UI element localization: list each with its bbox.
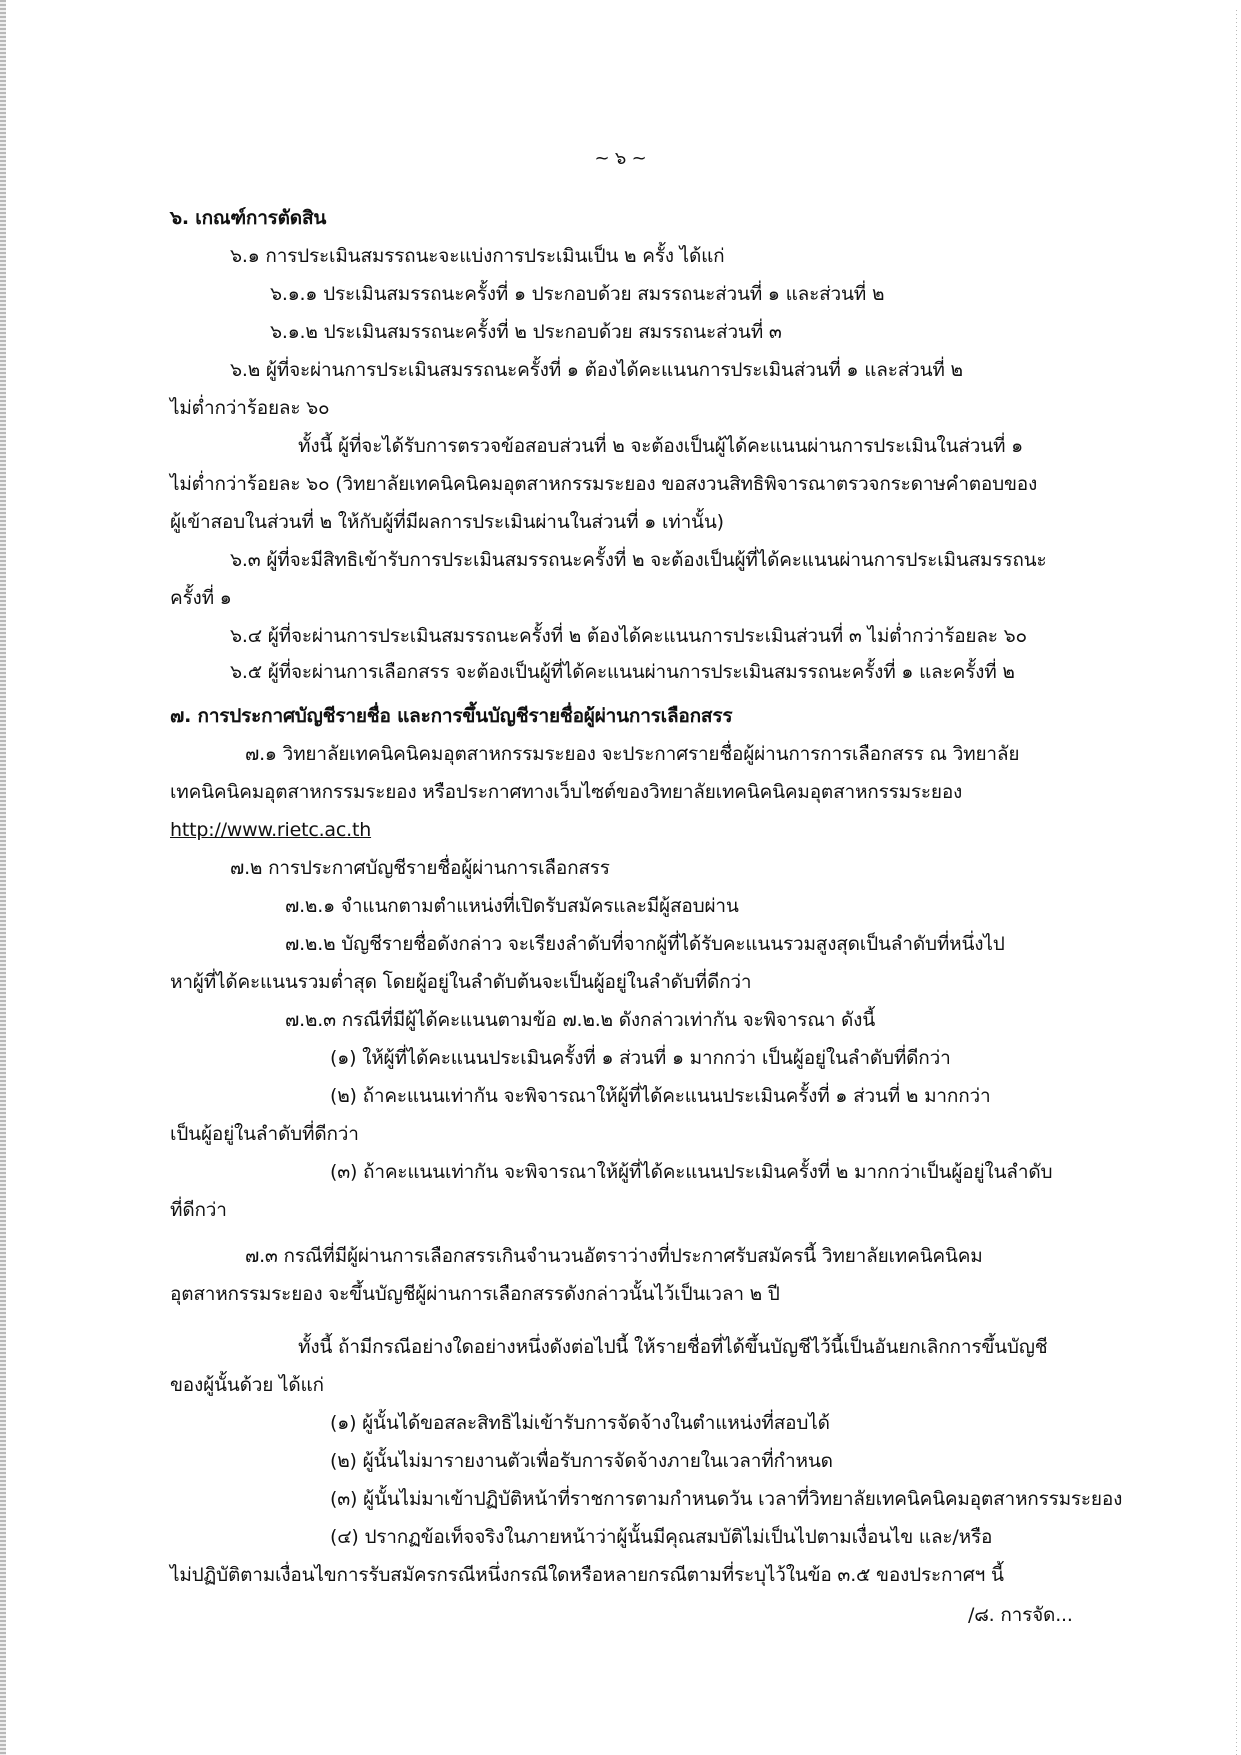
section-7-1-cont: เทคนิคนิคมอุตสาหกรรมระยอง หรือประกาศทางเว็บไซต์ของวิทยาลัยเทคนิคนิคมอุตสาหกรรมระยอง: [170, 781, 963, 803]
section-6-2: ๖.๒ ผู้ที่จะผ่านการประเมินสมรรถนะครั้งที่ ๑ ต้องได้คะแนนการประเมินส่วนที่ ๑ และส่วนที่ ๒: [230, 359, 963, 381]
section-7-1: ๗.๑ วิทยาลัยเทคนิคนิคมอุตสาหกรรมระยอง จะประกาศรายชื่อผู้ผ่านการการเลือกสรร ณ วิทยาลัย: [245, 743, 1020, 765]
section-7-3-note: ทั้งนี้ ถ้ามีกรณีอย่างใดอย่างหนึ่งดังต่อไปนี้ ให้รายชื่อที่ได้ขึ้นบัญชีไว้นี้เป็นอันยกเลิกการขึ้นบัญชี: [298, 1336, 1048, 1358]
section-6-5: ๖.๕ ผู้ที่จะผ่านการเลือกสรร จะต้องเป็นผู้ที่ได้คะแนนผ่านการประเมินสมรรถนะครั้งที่ ๑ และครั้งที่ ๒: [230, 661, 1015, 683]
section-6-2-note-cont-1: ไม่ต่ำกว่าร้อยละ ๖๐ (วิทยาลัยเทคนิคนิคมอุตสาหกรรมระยอง ขอสงวนสิทธิพิจารณาตรวจกระดาษคำตอบของ: [170, 473, 1038, 495]
page-number: ~ ๖ ~: [594, 148, 647, 169]
section-6-2-cont: ไม่ต่ำกว่าร้อยละ ๖๐: [170, 397, 330, 419]
section-7-2-3-item-3: (๓) ถ้าคะแนนเท่ากัน จะพิจารณาให้ผู้ที่ได้คะแนนประเมินครั้งที่ ๒ มากกว่าเป็นผู้อยู่ในลำดับ: [330, 1161, 1053, 1183]
section-7-3-cont: อุตสาหกรรมระยอง จะขึ้นบัญชีผู้ผ่านการเลือกสรรดังกล่าวนั้นไว้เป็นเวลา ๒ ปี: [170, 1283, 780, 1305]
section-6-3-cont: ครั้งที่ ๑: [170, 587, 232, 609]
section-7-2-1: ๗.๒.๑ จำแนกตามตำแหน่งที่เปิดรับสมัครและมีผู้สอบผ่าน: [285, 895, 739, 917]
cancel-case-4: (๔) ปรากฏข้อเท็จจริงในภายหน้าว่าผู้นั้นมีคุณสมบัติไม่เป็นไปตามเงื่อนไข และ/หรือ: [330, 1526, 993, 1548]
section-6-1-1: ๖.๑.๑ ประเมินสมรรถนะครั้งที่ ๑ ประกอบด้วย สมรรถนะส่วนที่ ๑ และส่วนที่ ๒: [270, 283, 885, 305]
section-6-3: ๖.๓ ผู้ที่จะมีสิทธิเข้ารับการประเมินสมรรถนะครั้งที่ ๒ จะต้องเป็นผู้ที่ได้คะแนนผ่านการประเมินสมรรถนะ: [230, 549, 1047, 571]
section-7-2-3-item-2-cont: เป็นผู้อยู่ในลำดับที่ดีกว่า: [170, 1123, 359, 1145]
section-7-2-3-item-2: (๒) ถ้าคะแนนเท่ากัน จะพิจารณาให้ผู้ที่ได้คะแนนประเมินครั้งที่ ๑ ส่วนที่ ๒ มากกว่า: [330, 1085, 991, 1107]
section-7-heading: ๗. การประกาศบัญชีรายชื่อ และการขึ้นบัญชีรายชื่อผู้ผ่านการเลือกสรร: [170, 705, 733, 727]
section-6-2-note: ทั้งนี้ ผู้ที่จะได้รับการตรวจข้อสอบส่วนที่ ๒ จะต้องเป็นผู้ได้คะแนนผ่านการประเมินในส่วนที่ ๑: [298, 435, 1024, 457]
cancel-case-1: (๑) ผู้นั้นได้ขอสละสิทธิไม่เข้ารับการจัดจ้างในตำแหน่งที่สอบได้: [330, 1412, 830, 1434]
section-7-2: ๗.๒ การประกาศบัญชีรายชื่อผู้ผ่านการเลือกสรร: [230, 857, 610, 879]
section-7-2-2: ๗.๒.๒ บัญชีรายชื่อดังกล่าว จะเรียงลำดับที่จากผู้ที่ได้รับคะแนนรวมสูงสุดเป็นลำดับที่หนึ่งไป: [285, 933, 1005, 955]
cancel-case-4-cont: ไม่ปฏิบัติตามเงื่อนไขการรับสมัครกรณีหนึ่งกรณีใดหรือหลายกรณีตามที่ระบุไว้ในข้อ ๓.๕ ของประกาศฯ นี้: [170, 1564, 1004, 1586]
section-6-1-2: ๖.๑.๒ ประเมินสมรรถนะครั้งที่ ๒ ประกอบด้วย สมรรถนะส่วนที่ ๓: [270, 321, 782, 343]
section-6-4: ๖.๔ ผู้ที่จะผ่านการประเมินสมรรถนะครั้งที่ ๒ ต้องได้คะแนนการประเมินส่วนที่ ๓ ไม่ต่ำกว่าร้อยละ ๖๐: [230, 625, 1027, 647]
cancel-case-3: (๓) ผู้นั้นไม่มาเข้าปฏิบัติหน้าที่ราชการตามกำหนดวัน เวลาที่วิทยาลัยเทคนิคนิคมอุตสาหกรรมระยอง: [330, 1488, 1123, 1510]
section-7-2-3: ๗.๒.๓ กรณีที่มีผู้ได้คะแนนตามข้อ ๗.๒.๒ ดังกล่าวเท่ากัน จะพิจารณา ดังนี้: [285, 1009, 876, 1031]
cancel-case-2: (๒) ผู้นั้นไม่มารายงานตัวเพื่อรับการจัดจ้างภายในเวลาที่กำหนด: [330, 1450, 833, 1472]
section-6-heading: ๖. เกณฑ์การตัดสิน: [170, 207, 327, 229]
continuation-note: /๘. การจัด...: [968, 1604, 1073, 1626]
section-7-3: ๗.๓ กรณีที่มีผู้ผ่านการเลือกสรรเกินจำนวนอัตราว่างที่ประกาศรับสมัครนี้ วิทยาลัยเทคนิคนิคม: [245, 1245, 983, 1267]
section-7-2-2-cont: หาผู้ที่ได้คะแนนรวมต่ำสุด โดยผู้อยู่ในลำดับต้นจะเป็นผู้อยู่ในลำดับที่ดีกว่า: [170, 971, 752, 993]
scan-edge-right: [1236, 10, 1237, 1755]
section-6-1: ๖.๑ การประเมินสมรรถนะจะแบ่งการประเมินเป็น ๒ ครั้ง ได้แก่: [230, 245, 725, 267]
section-7-3-note-cont: ของผู้นั้นด้วย ได้แก่: [170, 1374, 324, 1396]
website-link[interactable]: http://www.rietc.ac.th: [170, 819, 372, 841]
section-7-2-3-item-3-cont: ที่ดีกว่า: [170, 1199, 227, 1221]
section-6-2-note-cont-2: ผู้เข้าสอบในส่วนที่ ๒ ให้กับผู้ที่มีผลการประเมินผ่านในส่วนที่ ๑ เท่านั้น): [170, 511, 724, 533]
section-7-2-3-item-1: (๑) ให้ผู้ที่ได้คะแนนประเมินครั้งที่ ๑ ส่วนที่ ๑ มากกว่า เป็นผู้อยู่ในลำดับที่ดีกว่า: [330, 1047, 951, 1069]
scan-edge-left: [0, 0, 6, 1755]
